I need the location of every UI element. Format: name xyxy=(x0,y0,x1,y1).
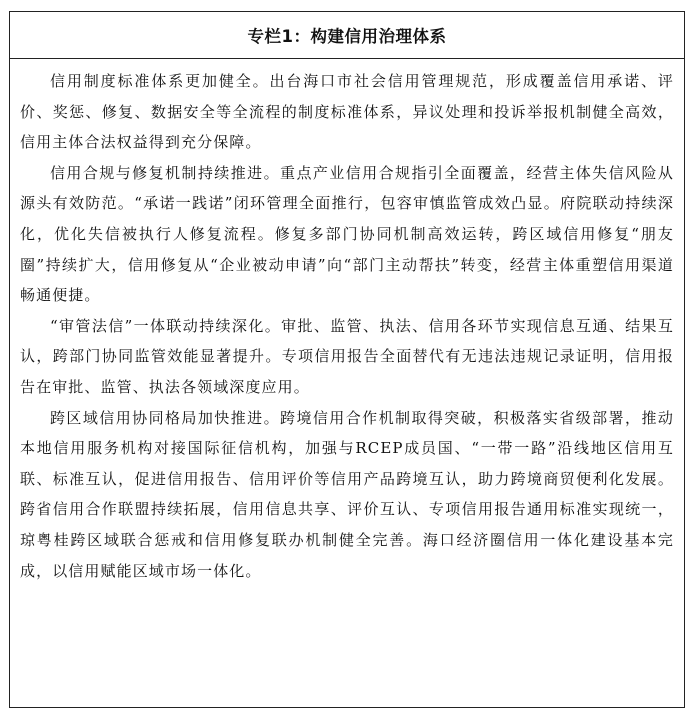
paragraph-approval-supervision-linkage: “审管法信”一体联动持续深化。审批、监管、执法、信用各环节实现信息互通、结果互认，跨部门协同监管效能显著提升。专项信用报告全面替代有无违法违规记录证明，信用报告在审批、监管、执法各领域深度应用。 xyxy=(20,316,674,396)
paragraph-credit-compliance-repair: 信用合规与修复机制持续推进。重点产业信用合规指引全面覆盖，经营主体失信风险从源头有效防范。“承诺一践诺”闭环管理全面推行，包容审慎监管成效凸显。府院联动持续深化，优化失信被执行人修复流程。修复多部门协同机制高效运转，跨区域信用修复“朋友圈”持续扩大，信用修复从“企业被动申请”向“部门主动帮扶”转变，经营主体重塑信用渠道畅通便捷。 xyxy=(20,163,674,305)
box-title: 专栏1：构建信用治理体系 xyxy=(247,27,447,46)
column-box xyxy=(9,11,685,708)
box-content xyxy=(10,59,684,586)
paragraph-credit-standards: 信用制度标准体系更加健全。出台海口市社会信用管理规范，形成覆盖信用承诺、评价、奖惩、修复、数据安全等全流程的制度标准体系，异议处理和投诉举报机制健全高效，信用主体合法权益得到充分保障。 xyxy=(20,72,674,152)
paragraph-cross-region-collaboration: 跨区域信用协同格局加快推进。跨境信用合作机制取得突破，积极落实省级部署，推动本地信用服务机构对接国际征信机构，加强与RCEP成员国、“一带一路”沿线地区信用互联、标准互认，促进信用报告、信用评价等信用产品跨境互认，助力跨境商贸便利化发展。跨省信用合作联盟持续拓展，信用信息共享、评价互认、专项信用报告通用标准实现统一，琼粤桂跨区域联合惩戒和信用修复联办机制健全完善。海口经济圈信用一体化建设基本完成，以信用赋能区域市场一体化。 xyxy=(20,408,674,580)
title-row xyxy=(10,12,684,59)
